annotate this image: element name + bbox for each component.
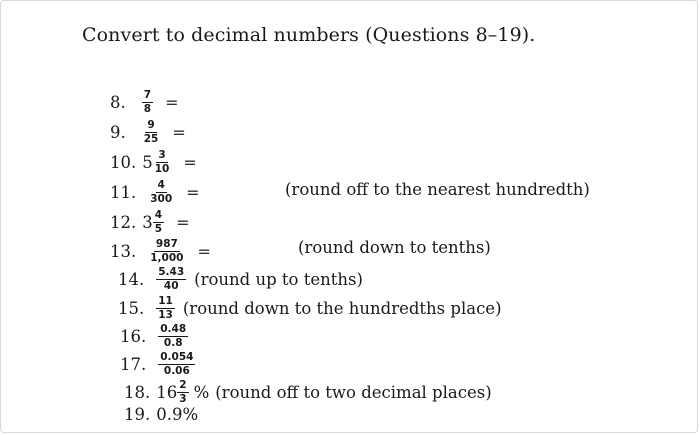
question-15 [118,296,502,321]
denominator: 10 [154,163,170,176]
numerator: 987 [154,239,180,252]
denominator: 5 [154,223,163,236]
page-title: Convert to decimal numbers (Questions 8–19). [82,24,536,46]
numerator: 7 [142,90,153,103]
rounding-note: (round off to two decimal places) [215,383,492,403]
question-number: 13. [110,242,137,262]
question-number: 15. [118,299,145,319]
fraction [148,239,185,264]
numerator: 0.48 [158,324,188,337]
question-19 [124,405,198,424]
fraction [153,210,164,235]
fraction [156,267,186,292]
question-number: 8. [110,93,126,113]
question-number: 10. [110,153,137,173]
question-16 [120,324,190,349]
rounding-note: (round down to the hundredths place) [182,299,502,319]
denominator: 1,000 [150,252,184,265]
question-10 [110,150,197,175]
question-17 [120,352,197,377]
question-14 [118,267,363,292]
equals-sign: = [197,242,211,262]
fraction [142,120,161,145]
fraction [177,380,188,405]
fraction [156,296,175,321]
denominator: 40 [163,280,179,293]
rounding-note: (round down to tenths) [298,238,491,257]
question-8 [110,90,178,115]
question-number: 14. [118,270,145,290]
whole-number: 16 [156,383,178,403]
denominator: 3 [179,393,187,406]
equals-sign: = [165,93,179,113]
question-number: 12. [110,213,137,233]
numerator: 2 [177,380,188,393]
question-number: 9. [110,123,126,143]
equals-sign: = [183,153,197,173]
numerator: 4 [153,210,164,223]
fraction [148,180,174,205]
question-number: 17. [120,355,147,375]
fraction [158,352,195,377]
denominator: 25 [143,133,159,146]
question-number: 19. [124,405,151,424]
numerator: 9 [145,120,156,133]
rounding-note: (round off to the nearest hundredth) [285,180,590,199]
fraction [142,90,153,115]
whole-number: 3 [142,213,153,233]
denominator: 13 [158,309,173,322]
equals-sign: = [176,213,190,233]
denominator: 0.06 [163,365,190,378]
question-18 [124,380,492,405]
numerator: 3 [156,150,167,163]
rounding-note: (round up to tenths) [194,270,363,290]
numerator: 11 [156,296,175,309]
numerator: 5.43 [156,267,186,280]
percent-sign: % [193,383,210,403]
equals-sign: = [186,183,200,203]
fraction [158,324,188,349]
question-number: 16. [120,327,147,347]
equals-sign: = [172,123,186,143]
question-11 [110,180,200,205]
question-number: 18. [124,383,151,403]
fraction [153,150,172,175]
question-number: 11. [110,183,137,203]
question-9 [110,120,186,145]
denominator: 300 [150,193,173,206]
numerator: 0.054 [158,352,195,365]
denominator: 0.8 [163,337,183,350]
question-value: 0.9% [156,405,199,424]
whole-number: 5 [142,153,153,173]
question-12 [110,210,189,235]
question-13 [110,239,211,264]
numerator: 4 [156,180,167,193]
denominator: 8 [143,103,152,116]
